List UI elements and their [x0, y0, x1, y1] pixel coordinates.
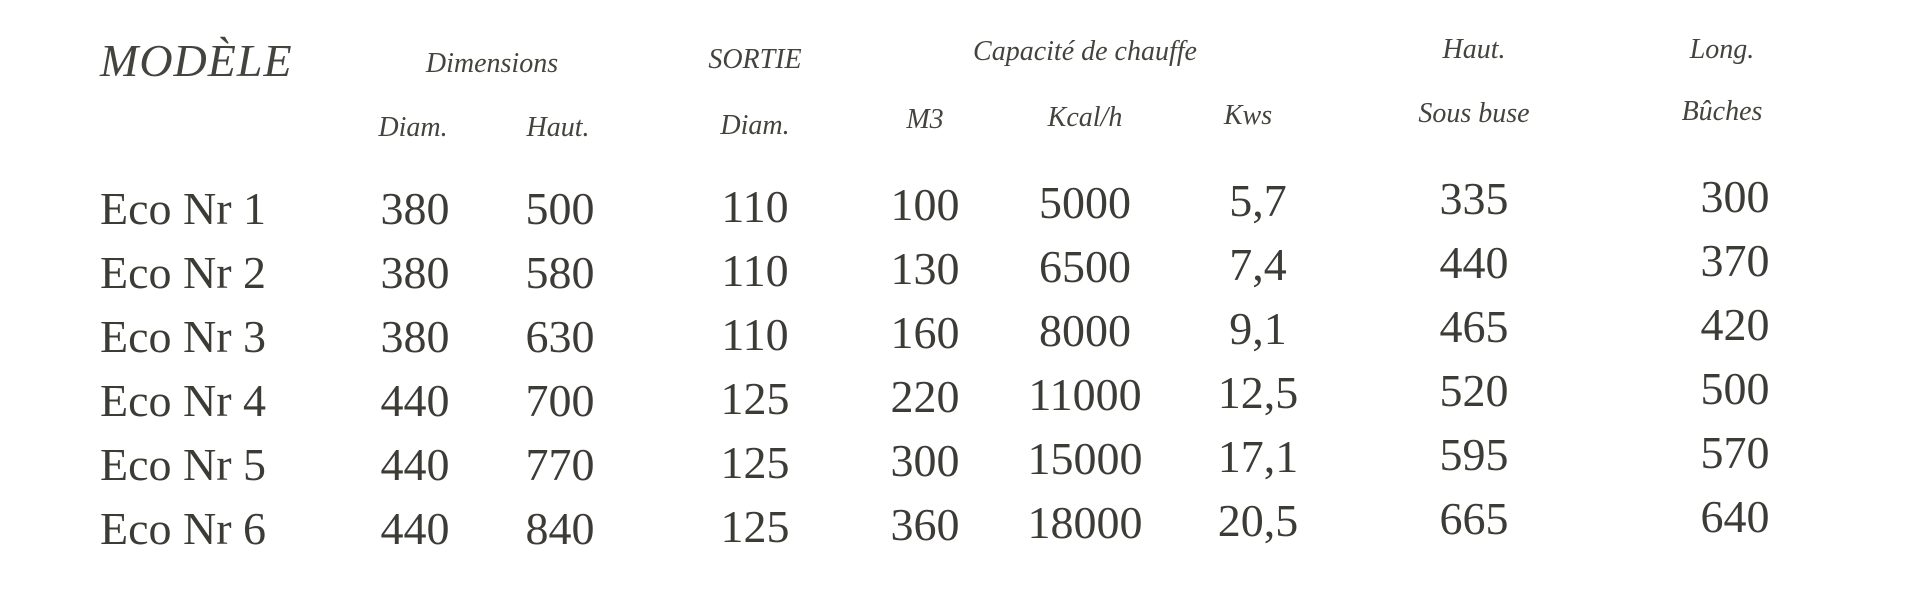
header-haut: Haut. [1442, 34, 1506, 65]
cell-buches: 420 [1700, 299, 1770, 350]
cell-diam: 380 [380, 183, 450, 234]
subheader-capacite-m3: M3 [906, 104, 944, 135]
cell-kws: 20,5 [1217, 495, 1299, 546]
cell-buches: 640 [1700, 491, 1770, 542]
cell-sous-buse: 665 [1439, 493, 1509, 544]
cell-m3: 360 [890, 499, 960, 550]
header-sortie: SORTIE [708, 44, 802, 75]
cell-diam: 440 [380, 375, 450, 426]
cell-diam: 440 [380, 439, 450, 490]
cell-model: Eco Nr 2 [100, 247, 267, 298]
cell-sortie: 110 [721, 309, 789, 360]
cell-kcal: 8000 [1039, 305, 1131, 356]
cell-haut: 500 [525, 183, 595, 234]
cell-haut: 580 [525, 247, 595, 298]
cell-buches: 500 [1700, 363, 1770, 414]
subheader-capacite-kws: Kws [1223, 100, 1273, 131]
cell-m3: 130 [890, 243, 960, 294]
subheader-sous-buse: Sous buse [1418, 98, 1530, 129]
subheader-buches: Bûches [1681, 96, 1763, 127]
cell-sortie: 110 [721, 181, 789, 232]
cell-model: Eco Nr 5 [100, 439, 267, 490]
cell-kcal: 18000 [1027, 497, 1143, 548]
cell-haut: 770 [525, 439, 595, 490]
subheader-sortie-diam: Diam. [720, 110, 790, 141]
cell-sortie: 125 [720, 437, 790, 488]
header-long: Long. [1689, 34, 1755, 65]
header-dimensions: Dimensions [425, 48, 559, 79]
cell-kws: 12,5 [1217, 367, 1299, 418]
cell-model: Eco Nr 1 [100, 183, 267, 234]
cell-sous-buse: 440 [1439, 237, 1509, 288]
cell-sous-buse: 335 [1439, 173, 1509, 224]
cell-buches: 300 [1700, 171, 1770, 222]
cell-sous-buse: 595 [1439, 429, 1509, 480]
cell-model: Eco Nr 4 [100, 375, 267, 426]
cell-sortie: 125 [720, 373, 790, 424]
cell-diam: 440 [380, 503, 450, 554]
cell-kws: 9,1 [1229, 303, 1287, 354]
cell-m3: 220 [890, 371, 960, 422]
header-model: MODÈLE [100, 35, 293, 86]
cell-model: Eco Nr 3 [100, 311, 267, 362]
cell-kcal: 11000 [1028, 369, 1142, 420]
cell-sortie: 110 [721, 245, 789, 296]
cell-m3: 100 [890, 179, 960, 230]
cell-sortie: 125 [720, 501, 790, 552]
cell-m3: 160 [890, 307, 960, 358]
subheader-capacite-kcal: Kcal/h [1047, 102, 1123, 133]
cell-haut: 840 [525, 503, 595, 554]
subheader-dimensions-diam: Diam. [378, 112, 448, 143]
cell-m3: 300 [890, 435, 960, 486]
cell-model: Eco Nr 6 [100, 503, 267, 554]
cell-haut: 700 [525, 375, 595, 426]
cell-sous-buse: 520 [1439, 365, 1509, 416]
cell-diam: 380 [380, 247, 450, 298]
cell-haut: 630 [525, 311, 595, 362]
cell-kcal: 5000 [1039, 177, 1131, 228]
subheader-dimensions-haut: Haut. [526, 112, 590, 143]
cell-kcal: 6500 [1039, 241, 1131, 292]
header-capacite: Capacité de chauffe [973, 36, 1197, 67]
cell-sous-buse: 465 [1439, 301, 1509, 352]
cell-diam: 380 [380, 311, 450, 362]
cell-buches: 370 [1700, 235, 1770, 286]
cell-kws: 5,7 [1229, 175, 1287, 226]
cell-buches: 570 [1700, 427, 1770, 478]
cell-kws: 7,4 [1229, 239, 1287, 290]
cell-kws: 17,1 [1217, 431, 1299, 482]
cell-kcal: 15000 [1027, 433, 1143, 484]
